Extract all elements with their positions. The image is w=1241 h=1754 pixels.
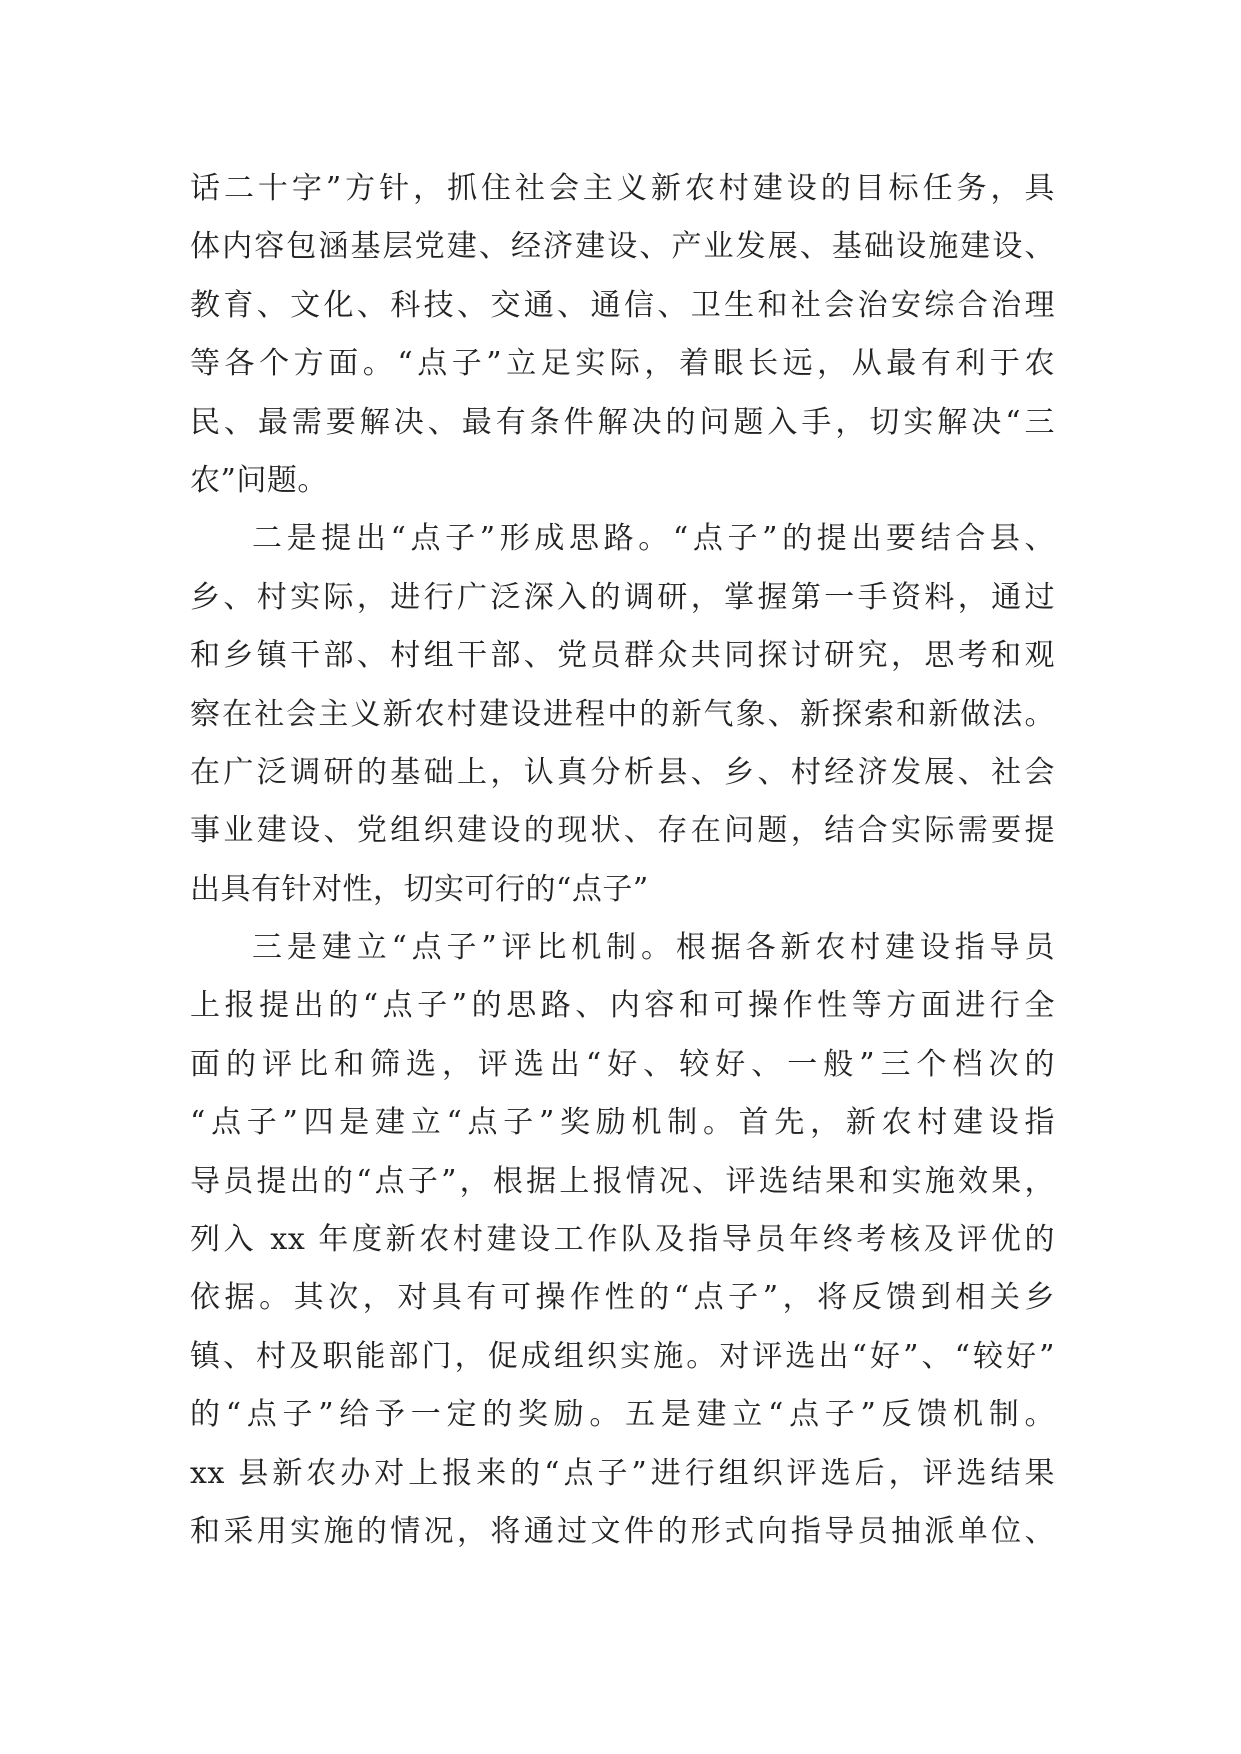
paragraph-start-line: 二是提出“点子”形成思路。“点子”的提出要结合县、 — [252, 521, 1055, 557]
text-line: 面的评比和筛选，评选出“好、较好、一般”三个档次的 — [190, 1046, 1055, 1082]
text-line: xx 县新农办对上报来的“点子”进行组织评选后，评选结果 — [190, 1455, 1055, 1491]
text-line: 民、最需要解决、最有条件解决的问题入手，切实解决“三 — [190, 404, 1055, 440]
text-line: 察在社会主义新农村建设进程中的新气象、新探索和新做法。 — [190, 696, 1055, 732]
document-body — [190, 160, 1055, 1561]
text-line: 教育、文化、科技、交通、通信、卫生和社会治安综合治理 — [190, 287, 1055, 323]
text-line: 出具有针对性，切实可行的“点子” — [190, 871, 649, 907]
text-line: 乡、村实际，进行广泛深入的调研，掌握第一手资料，通过 — [190, 579, 1055, 615]
text-line: 导员提出的“点子”，根据上报情况、评选结果和实施效果， — [190, 1163, 1055, 1199]
text-line: 和采用实施的情况，将通过文件的形式向指导员抽派单位、 — [190, 1513, 1055, 1549]
text-line: 依据。其次，对具有可操作性的“点子”，将反馈到相关乡 — [190, 1280, 1055, 1316]
text-line: 等各个方面。“点子”立足实际，着眼长远，从最有利于农 — [190, 346, 1055, 382]
text-line: 镇、村及职能部门，促成组织实施。对评选出“好”、“较好” — [190, 1338, 1055, 1374]
paragraph-start-line: 三是建立“点子”评比机制。根据各新农村建设指导员 — [252, 930, 1055, 966]
text-line: “点子”四是建立“点子”奖励机制。首先，新农村建设指 — [190, 1105, 1055, 1141]
text-line: 的“点子”给予一定的奖励。五是建立“点子”反馈机制。 — [190, 1397, 1055, 1433]
text-line: 体内容包涵基层党建、经济建设、产业发展、基础设施建设、 — [190, 229, 1055, 265]
text-line: 事业建设、党组织建设的现状、存在问题，结合实际需要提 — [190, 813, 1055, 849]
text-line: 上报提出的“点子”的思路、内容和可操作性等方面进行全 — [190, 988, 1055, 1024]
text-line: 和乡镇干部、村组干部、党员群众共同探讨研究，思考和观 — [190, 638, 1055, 674]
text-line: 农”问题。 — [190, 462, 328, 498]
text-line: 列入 xx 年度新农村建设工作队及指导员年终考核及评优的 — [190, 1222, 1055, 1258]
text-line: 在广泛调研的基础上，认真分析县、乡、村经济发展、社会 — [190, 754, 1055, 790]
text-line: 话二十字”方针，抓住社会主义新农村建设的目标任务，具 — [190, 171, 1055, 206]
